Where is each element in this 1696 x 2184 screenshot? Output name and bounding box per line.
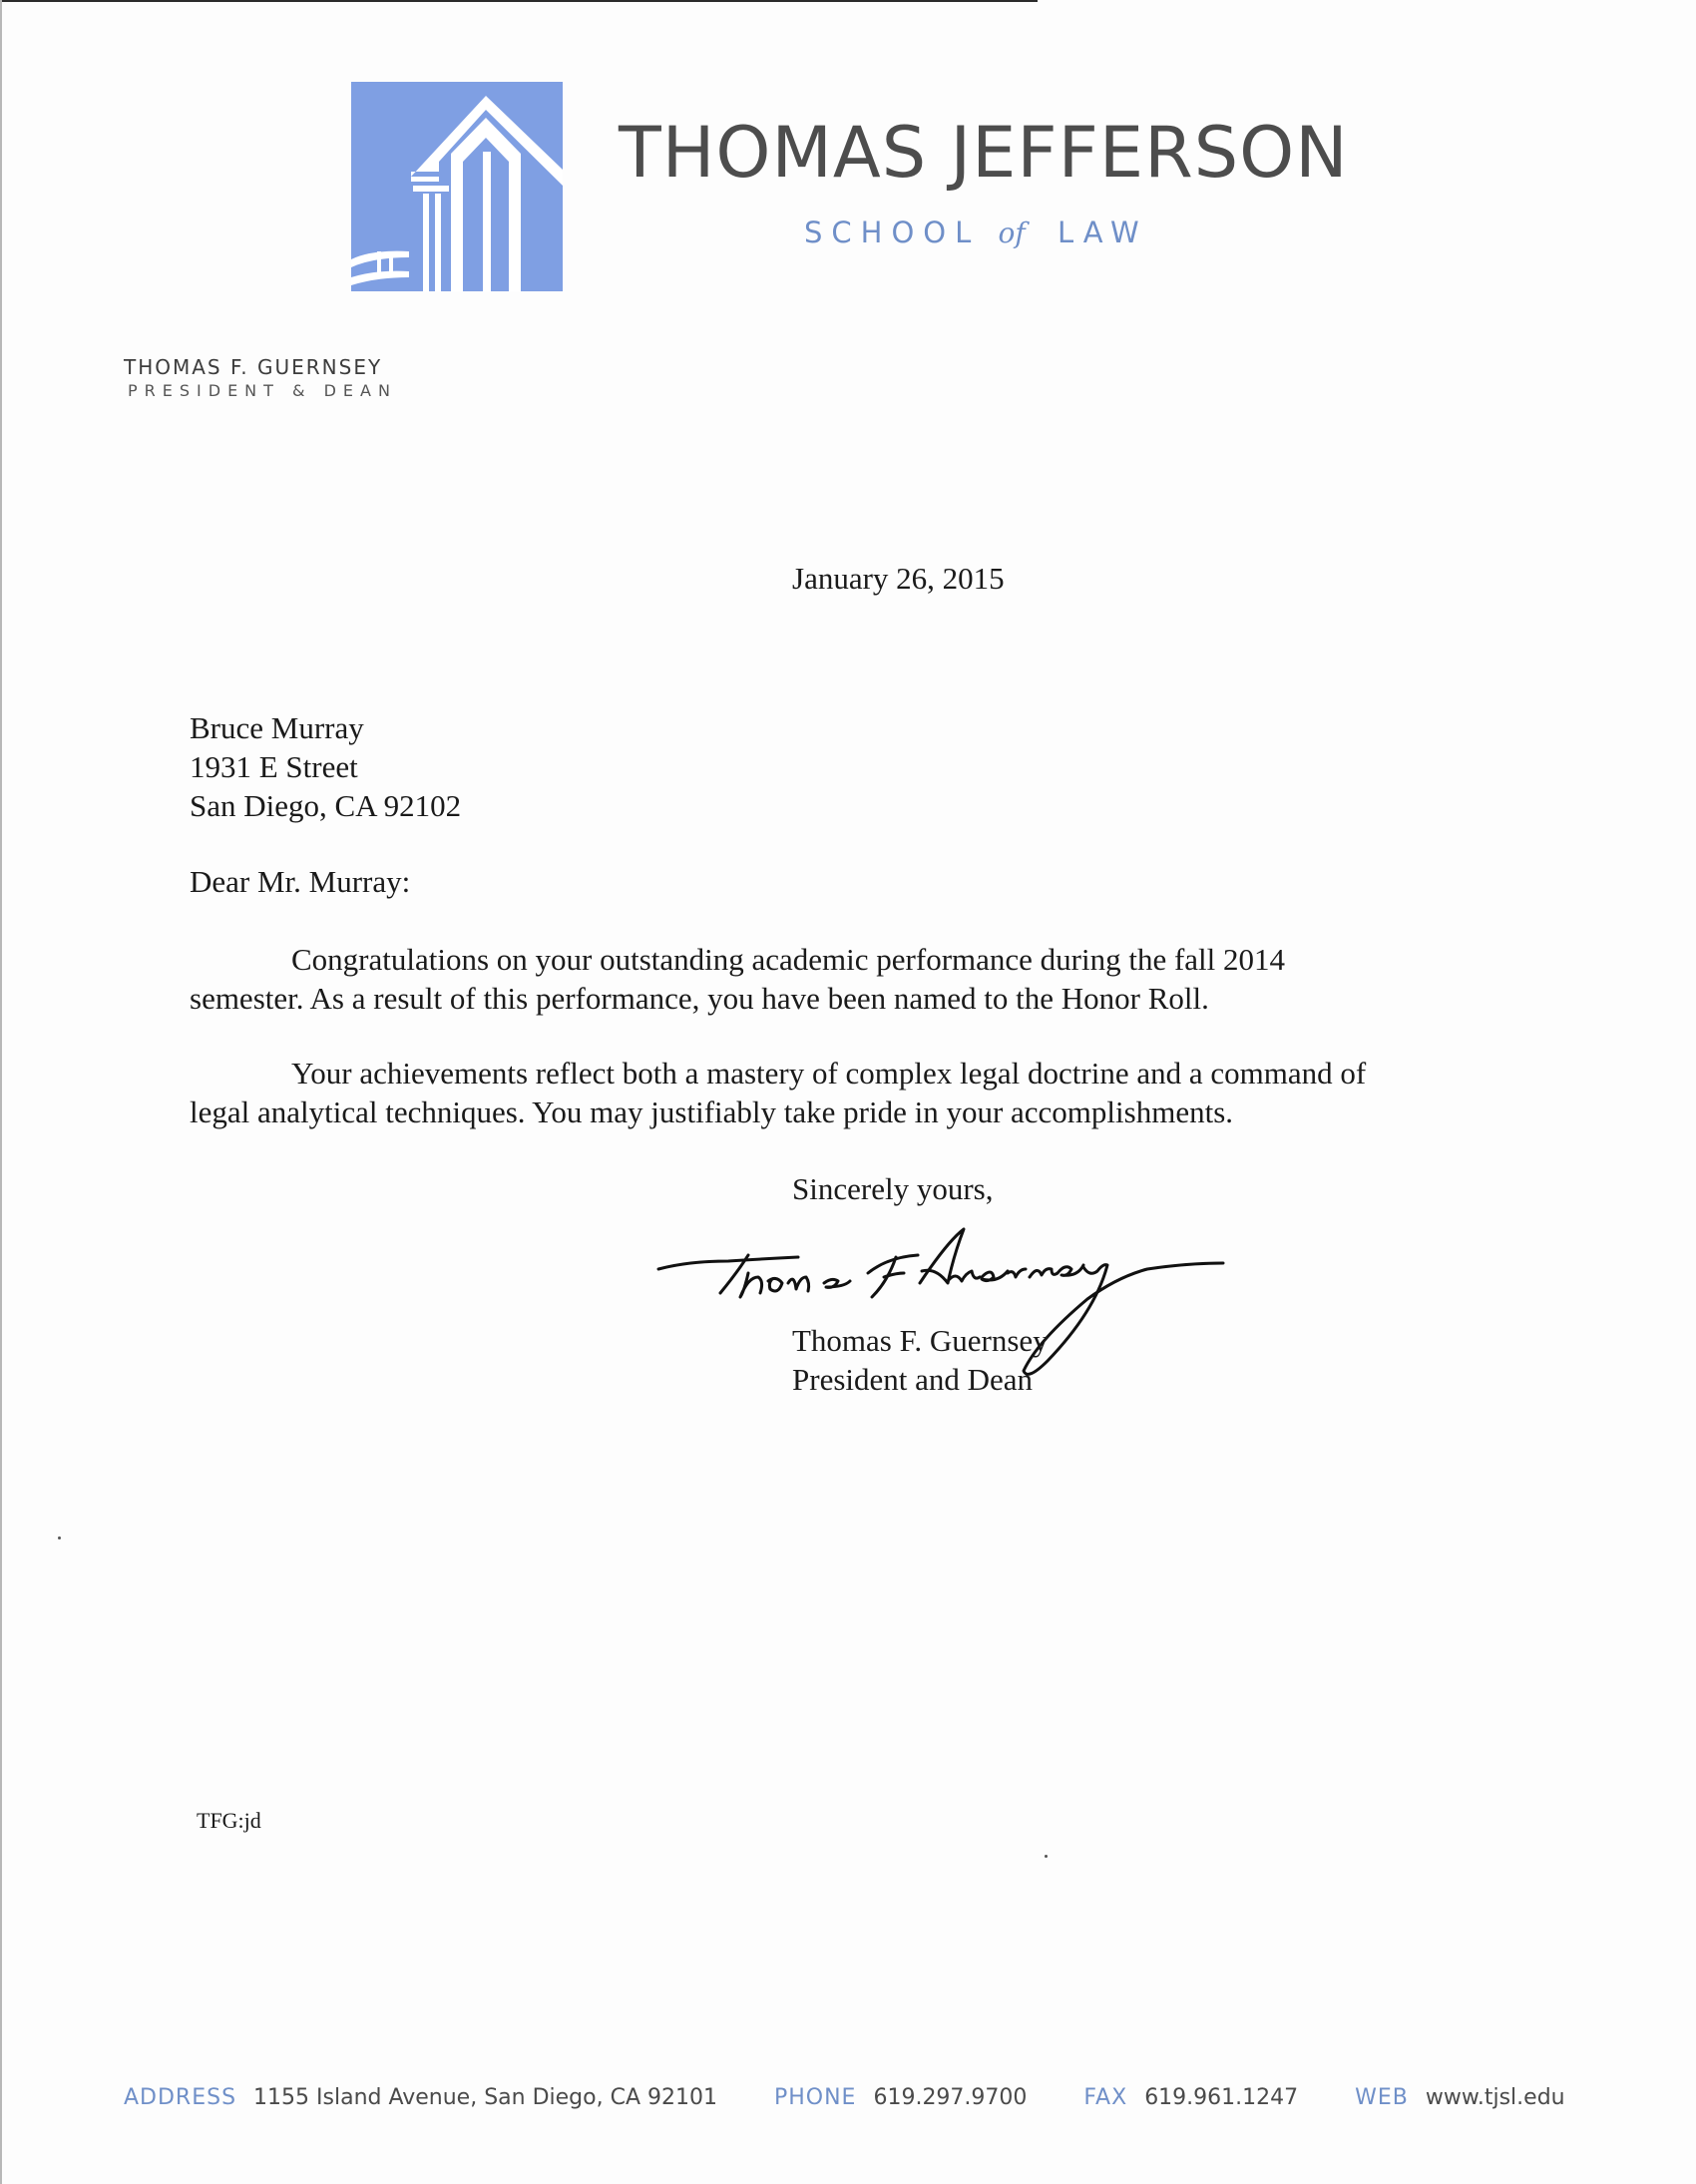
footer-address-label: ADDRESS xyxy=(124,2085,237,2110)
recipient-street: 1931 E Street xyxy=(190,749,358,784)
scan-edge-top xyxy=(0,0,1038,2)
school-subtitle-post: LAW xyxy=(1057,216,1148,249)
paragraph-2-line-2: legal analytical techniques. You may justifiably take pride in your accomplishments. xyxy=(190,1094,1234,1129)
paragraph-1-line-2: semester. As a result of this performance, you have been named to the Honor Roll. xyxy=(190,981,1209,1016)
letter-date: January 26, 2015 xyxy=(792,561,1005,596)
school-subtitle xyxy=(804,216,1203,249)
school-subtitle-pre: SCHOOL xyxy=(804,216,981,249)
footer-address-value: 1155 Island Avenue, San Diego, CA 92101 xyxy=(253,2085,717,2110)
dean-title: PRESIDENT & DEAN xyxy=(128,381,397,400)
recipient-address xyxy=(190,708,461,825)
salutation: Dear Mr. Murray: xyxy=(190,864,411,899)
footer-phone-label: PHONE xyxy=(773,2085,857,2110)
letterhead-footer xyxy=(124,2085,1565,2110)
paragraph-1-line-1: Congratulations on your outstanding academic performance during the fall 2014 xyxy=(291,942,1286,977)
footer-phone-value: 619.297.9700 xyxy=(873,2085,1028,2110)
signer-block xyxy=(792,1321,1049,1399)
footer-web-label: WEB xyxy=(1355,2085,1409,2110)
paragraph-2-line-1: Your achievements reflect both a mastery of complex legal doctrine and a command of xyxy=(291,1056,1367,1091)
typist-initials: TFG:jd xyxy=(197,1808,261,1833)
scan-edge-left xyxy=(0,0,2,2184)
recipient-city: San Diego, CA 92102 xyxy=(190,788,462,823)
closing: Sincerely yours, xyxy=(792,1171,994,1206)
scan-speck xyxy=(58,1536,61,1539)
footer-fax-label: FAX xyxy=(1083,2085,1128,2110)
signer-title: President and Dean xyxy=(792,1362,1034,1397)
footer-web-value: www.tjsl.edu xyxy=(1425,2085,1565,2110)
paragraph-2 xyxy=(190,1054,1366,1131)
dean-name: THOMAS F. GUERNSEY xyxy=(124,355,383,379)
school-subtitle-of: of xyxy=(998,217,1026,249)
signer-name: Thomas F. Guernsey xyxy=(792,1323,1049,1358)
school-name: THOMAS JEFFERSON xyxy=(619,112,1349,194)
footer-fax-value: 619.961.1247 xyxy=(1144,2085,1299,2110)
scan-speck xyxy=(1045,1855,1048,1858)
recipient-name: Bruce Murray xyxy=(190,710,364,745)
school-logo xyxy=(351,82,563,291)
paragraph-1 xyxy=(190,940,1285,1018)
